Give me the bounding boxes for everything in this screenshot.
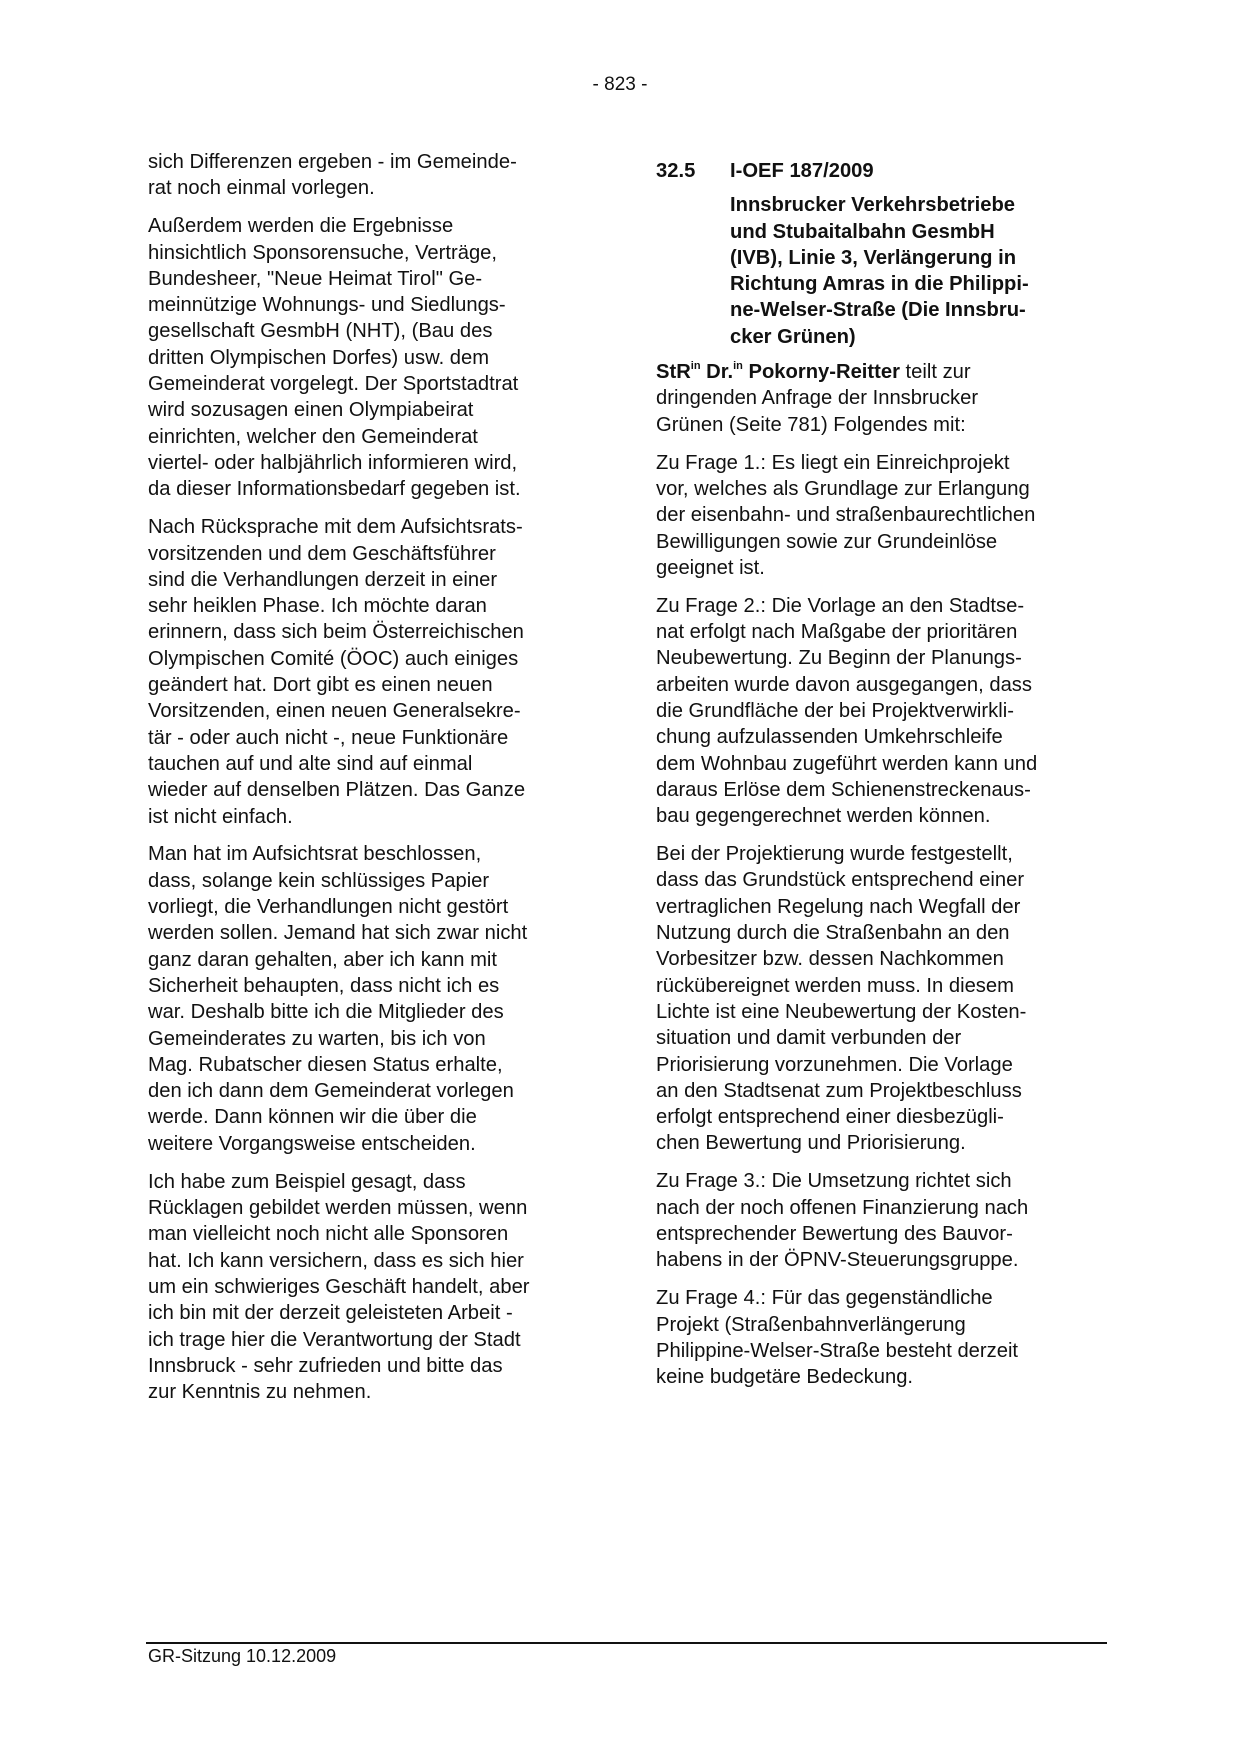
- title-sup: in: [690, 360, 701, 373]
- speaker-text: teilt zur dringenden Anfrage der Innsbrucker Grünen (Seite 781) Folgendes mit:: [656, 361, 979, 436]
- section-number: 32.5: [656, 160, 696, 182]
- footer-text: GR-Sitzung 10.12.2009: [148, 1646, 337, 1666]
- section-ref: I-OEF 187/2009: [730, 160, 874, 182]
- paragraph: Ich habe zum Beispiel gesagt, dass Rücklagen gebildet werden müssen, wenn man vielleicht noch nicht alle Sponsoren hat. Ich kann versichern, dass es sich hier um ein schwieriges Geschäft handelt, aber ich bin mit der derzeit geleisteten Arbeit - ich trage hier die Verantwortung der Stadt Innsbruck - sehr zufrieden und bitte das zur Kenntnis zu nehmen.: [148, 1170, 530, 1404]
- paragraph: Zu Frage 4.: Für das gegenständliche Projekt (Straßenbahnverlängerung Philippine-Welser-Straße besteht derzeit keine budgetäre Bedeckung.: [656, 1287, 1019, 1389]
- paragraph: Zu Frage 3.: Die Umsetzung richtet sich nach der noch offenen Finanzierung nach entsprechender Bewertung des Bauvor- habens in der ÖPNV-Steuerungsgruppe.: [656, 1170, 1029, 1272]
- paragraph: Bei der Projektierung wurde festgestellt, dass das Grundstück entsprechend einer vertraglichen Regelung nach Wegfall der Nutzung durch die Straßenbahn an den Vorbesitzer bzw. dessen Nachkommen rückübereignet werden muss. In diesem Lichte ist eine Neubewertung der Kosten- situation und damit verbunden der Priorisierung vorzunehmen. Die Vorlage an den Stadtsenat zum Projektbeschluss erfolgt entsprechend einer diesbezügli- chen Bewertung und Priorisierung.: [656, 843, 1027, 1155]
- speaker-name: Pokorny-Reitter: [748, 361, 900, 384]
- paragraph: Nach Rücksprache mit dem Aufsichtsrats- vorsitzenden und dem Geschäftsführer sind die Verhandlungen derzeit in einer sehr heiklen Phase. Ich möchte daran erinnern, dass sich beim Österreichischen Olympischen Comité (ÖOC) auch einiges geändert hat. Dort gibt es einen neuen Vorsitzenden, einen neuen Generalsekre- tär - oder auch nicht -, neue Funktionäre tauchen auf und alte sind auf einmal wieder auf denselben Plätzen. Das Ganze ist nicht einfach.: [148, 516, 526, 828]
- paragraph: Außerdem werden die Ergebnisse hinsichtlich Sponsorensuche, Verträge, Bundesheer, "Neue Heimat Tirol" Ge- meinnützige Wohnungs- und Siedlungs- gesellschaft GesmbH (NHT), (Bau des dritten Olympischen Dorfes) usw. dem Gemeinderat vorgelegt. Der Sportstadtrat wird sozusagen einen Olympiabeirat einrichten, welcher den Gemeinderat viertel- oder halbjährlich informieren wird, da dieser Informationsbedarf gegeben ist.: [148, 215, 521, 501]
- section-title: Innsbrucker Verkehrsbetriebe und Stubaitalbahn GesmbH (IVB), Linie 3, Verlängerung in Richtung Amras in die Philippi- ne-Welser-Straße (Die Innsbru- cker Grünen): [730, 194, 1029, 348]
- paragraph: Zu Frage 1.: Es liegt ein Einreichprojekt vor, welches als Grundlage zur Erlangung der eisenbahn- und straßenbaurechtlichen Bewilligungen sowie zur Grundeinlöse geeignet ist.: [656, 451, 1036, 579]
- page-number: - 823 -: [592, 74, 648, 95]
- footer-divider: [146, 1642, 1107, 1644]
- right-column: [656, 149, 1106, 1402]
- paragraph: sich Differenzen ergeben - im Gemeinde- rat noch einmal vorlegen.: [148, 151, 517, 200]
- title-sup: in: [733, 360, 743, 373]
- title-dr: Dr.: [706, 361, 734, 384]
- left-column: [148, 149, 608, 1417]
- title-str: StR: [656, 361, 691, 384]
- paragraph: Zu Frage 2.: Die Vorlage an den Stadtse- nat erfolgt nach Maßgabe der prioritären Neubewertung. Zu Beginn der Planungs- arbeiten wurde davon ausgegangen, dass die Grundfläche der bei Projektverwirkli- chung aufzulassenden Umkehrschleife dem Wohnbau zugeführt werden kann und daraus Erlöse dem Schienenstreckenaus- bau gegengerechnet werden können.: [656, 594, 1038, 828]
- section-heading: [656, 158, 1106, 184]
- speaker-title: [656, 361, 900, 383]
- paragraph: Man hat im Aufsichtsrat beschlossen, dass, solange kein schlüssiges Papier vorliegt, die Verhandlungen nicht gestört werden sollen. Jemand hat sich zwar nicht ganz daran gehalten, aber ich kann mit Sicherheit behaupten, dass nicht ich es war. Deshalb bitte ich die Mitglieder des Gemeinderates zu warten, bis ich von Mag. Rubatscher diesen Status erhalte, den ich dann dem Gemeinderat vorlegen werde. Dann können wir die über die weitere Vorgangsweise entscheiden.: [148, 843, 528, 1155]
- speaker-paragraph: [656, 359, 1106, 438]
